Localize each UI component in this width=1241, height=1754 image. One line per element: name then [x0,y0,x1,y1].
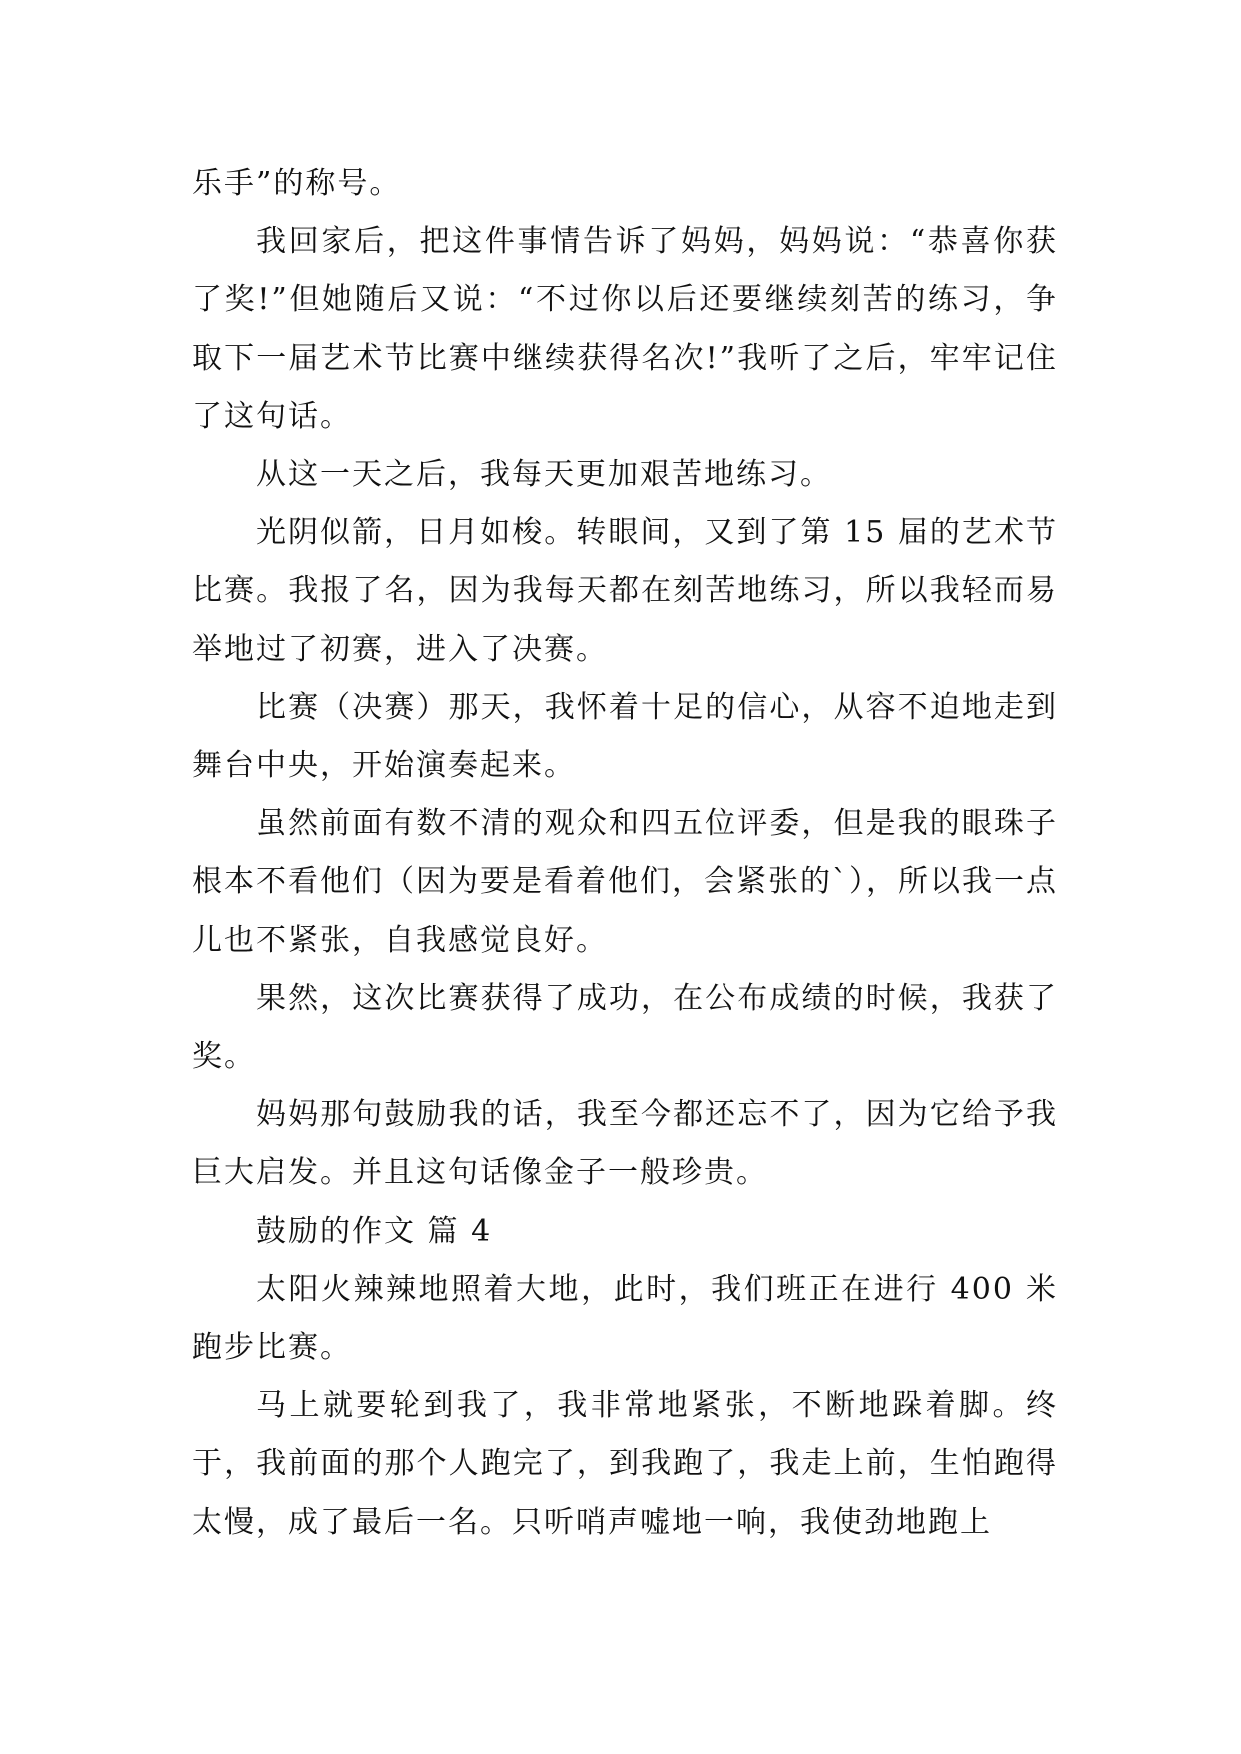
paragraph: 光阴似箭，日月如梭。转眼间，又到了第 15 届的艺术节比赛。我报了名，因为我每天都在刻苦地练习，所以我轻而易举地过了初赛，进入了决赛。 [192,515,1058,667]
section-heading: 鼓励的作文 篇 4 [256,1213,493,1249]
paragraph: 妈妈那句鼓励我的话，我至今都还忘不了，因为它给予我巨大启发。并且这句话像金子一般珍贵。 [192,1097,1058,1191]
paragraph-continuation: 乐手”的称号。 [192,166,402,201]
paragraph: 从这一天之后，我每天更加艰苦地练习。 [256,457,832,493]
paragraph: 果然，这次比赛获得了成功，在公布成绩的时候，我获了奖。 [192,980,1058,1075]
document-body [192,155,1058,1552]
paragraph: 太阳火辣辣地照着大地，此时，我们班正在进行 400 米跑步比赛。 [192,1271,1058,1366]
paragraph: 比赛（决赛）那天，我怀着十足的信心，从容不迫地走到舞台中央，开始演奏起来。 [192,689,1058,784]
paragraph: 虽然前面有数不清的观众和四五位评委，但是我的眼珠子根本不看他们（因为要是看着他们，会紧张的`），所以我一点儿也不紧张，自我感觉良好。 [192,806,1058,958]
paragraph: 我回家后，把这件事情告诉了妈妈，妈妈说：“恭喜你获了奖!”但她随后又说：“不过你以后还要继续刻苦的练习，争取下一届艺术节比赛中继续获得名次!”我听了之后，牢牢记住了这句话。 [192,224,1058,434]
paragraph: 马上就要轮到我了，我非常地紧张，不断地跺着脚。终于，我前面的那个人跑完了，到我跑了，我走上前，生怕跑得太慢，成了最后一名。只听哨声嘘地一响，我使劲地跑上 [192,1388,1058,1540]
